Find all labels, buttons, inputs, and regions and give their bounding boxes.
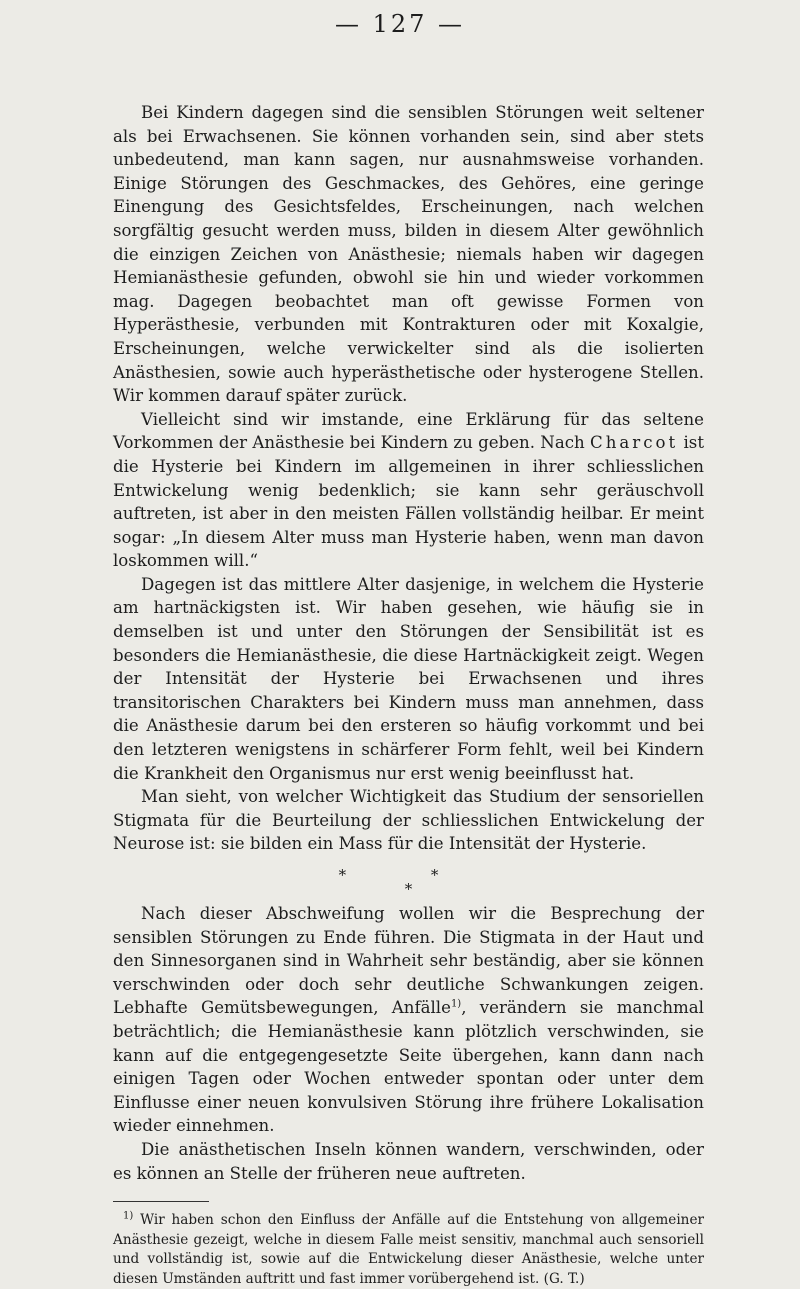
footnote-reference: 1) xyxy=(450,998,462,1010)
paragraph-stigmata-variation xyxy=(113,902,704,1138)
paragraph-middle-age: Dagegen ist das mittlere Alter dasjenige, in welchem die Hysterie am hartnäckigsten ist. Wir haben gesehen, wie häufig sie in demselben ist und unter den Störungen der Sensibilität ist es besonders die Hemianästhesie, die diese Hartnäckigkeit zeigt. Wegen der Intensität der Hysterie bei Erwachsenen und ihres transitorischen Charakters bei Kindern muss man annehmen, dass die Anästhesie darum bei den ersteren so häufig vorkommt und bei den letzteren wenigstens in schärferer Form fehlt, weil bei Kindern die Krankheit den Organismus nur erst wenig beeinflusst hat. xyxy=(113,574,704,783)
paragraph-charcot xyxy=(113,408,704,573)
paragraph-stigmata-importance: Man sieht, von welcher Wichtigkeit das Studium der sensoriellen Stigmata für die Beurteilung der schliesslichen Entwickelung der Neurose ist: sie bilden ein Mass für die Intensität der Hysterie. xyxy=(113,787,704,854)
paragraph-text: Nach dieser Abschweifung wollen wir die Besprechung der sensiblen Störungen zu Ende führen. Die Stigmata in der Haut und den Sinnesorganen sind in Wahrheit sehr beständig, aber sie können verschwinden oder doch sehr deutliche Schwankungen zeigen. Lebhafte Gemütsbewegungen, Anfälle xyxy=(113,904,704,1018)
paragraph-children-sensory: Bei Kindern dagegen sind die sensiblen Störungen weit seltener als bei Erwachsenen. Sie können vorhanden sein, sind aber stets unbedeutend, man kann sagen, nur ausnahmsweise vorhanden. Einige Störungen des Geschmackes, des Gehöres, eine geringe Einengung des Gesichtsfeldes, Erscheinungen, nach welchen sorgfältig gesucht werden muss, bilden in diesem Alter gewöhnlich die einzigen Zeichen von Anästhesie; niemals haben wir dagegen Hemianästhesie gefunden, obwohl sie hin und wieder vorkommen mag. Dagegen beobachtet man oft gewisse Formen von Hyperästhesie, verbunden mit Kontrakturen oder mit Koxalgie, Erscheinungen, welche verwickelter sind als die isolierten Anästhesien, sowie auch hyperästhetische oder hysterogene Stellen. Wir kommen darauf später zurück. xyxy=(113,103,704,406)
section-separator xyxy=(113,868,704,896)
paragraph-anesthetic-islands: Die anästhetischen Inseln können wandern, verschwinden, oder es können an Stelle der früheren neue auftreten. xyxy=(113,1139,704,1183)
page-body xyxy=(113,101,704,1289)
footnote-divider xyxy=(113,1201,209,1202)
separator-row-2: * xyxy=(404,880,413,898)
author-name-charcot: Charcot xyxy=(590,433,679,453)
footnote-text: Wir haben schon den Einfluss der Anfälle auf die Entstehung von allgemeiner Anästhesie gezeigt, welche in diesem Falle meist sensitiv, manchmal auch sensoriell und vollständig ist, sowie auf die Entwickelung dieser Anästhesie, welche unter diesen Umständen auftritt und fast immer vorübergehend ist. (G. T.) xyxy=(113,1212,704,1287)
paragraph-text: Vielleicht sind wir imstande, eine Erklärung für das seltene Vorkommen der Anästhesie bei Kindern zu geben. Nach xyxy=(113,409,704,453)
footnote xyxy=(113,1211,704,1289)
separator-row-1: * * xyxy=(338,866,479,884)
footnote-mark: 1) xyxy=(123,1210,134,1222)
paragraph-text: ist die Hysterie bei Kindern im allgemeinen in ihrer schliesslichen Entwickelung wenig bedenklich; sie kann sehr geräuschvoll auftreten, ist aber in den meisten Fällen vollständig heilbar. Er meint sogar: „In diesem Alter muss man Hysterie haben, wenn man davon loskommen will.“ xyxy=(113,433,704,571)
paragraph-text: , verändern sie manchmal beträchtlich; die Hemianästhesie kann plötzlich verschwinden, sie kann auf die entgegengesetzte Seite übergehen, kann dann nach einigen Tagen oder Wochen entweder spontan oder unter dem Einflusse einer neuen konvulsiven Störung ihre frühere Lokalisation wieder einnehmen. xyxy=(113,998,704,1136)
page-number: — 127 — xyxy=(334,10,466,38)
